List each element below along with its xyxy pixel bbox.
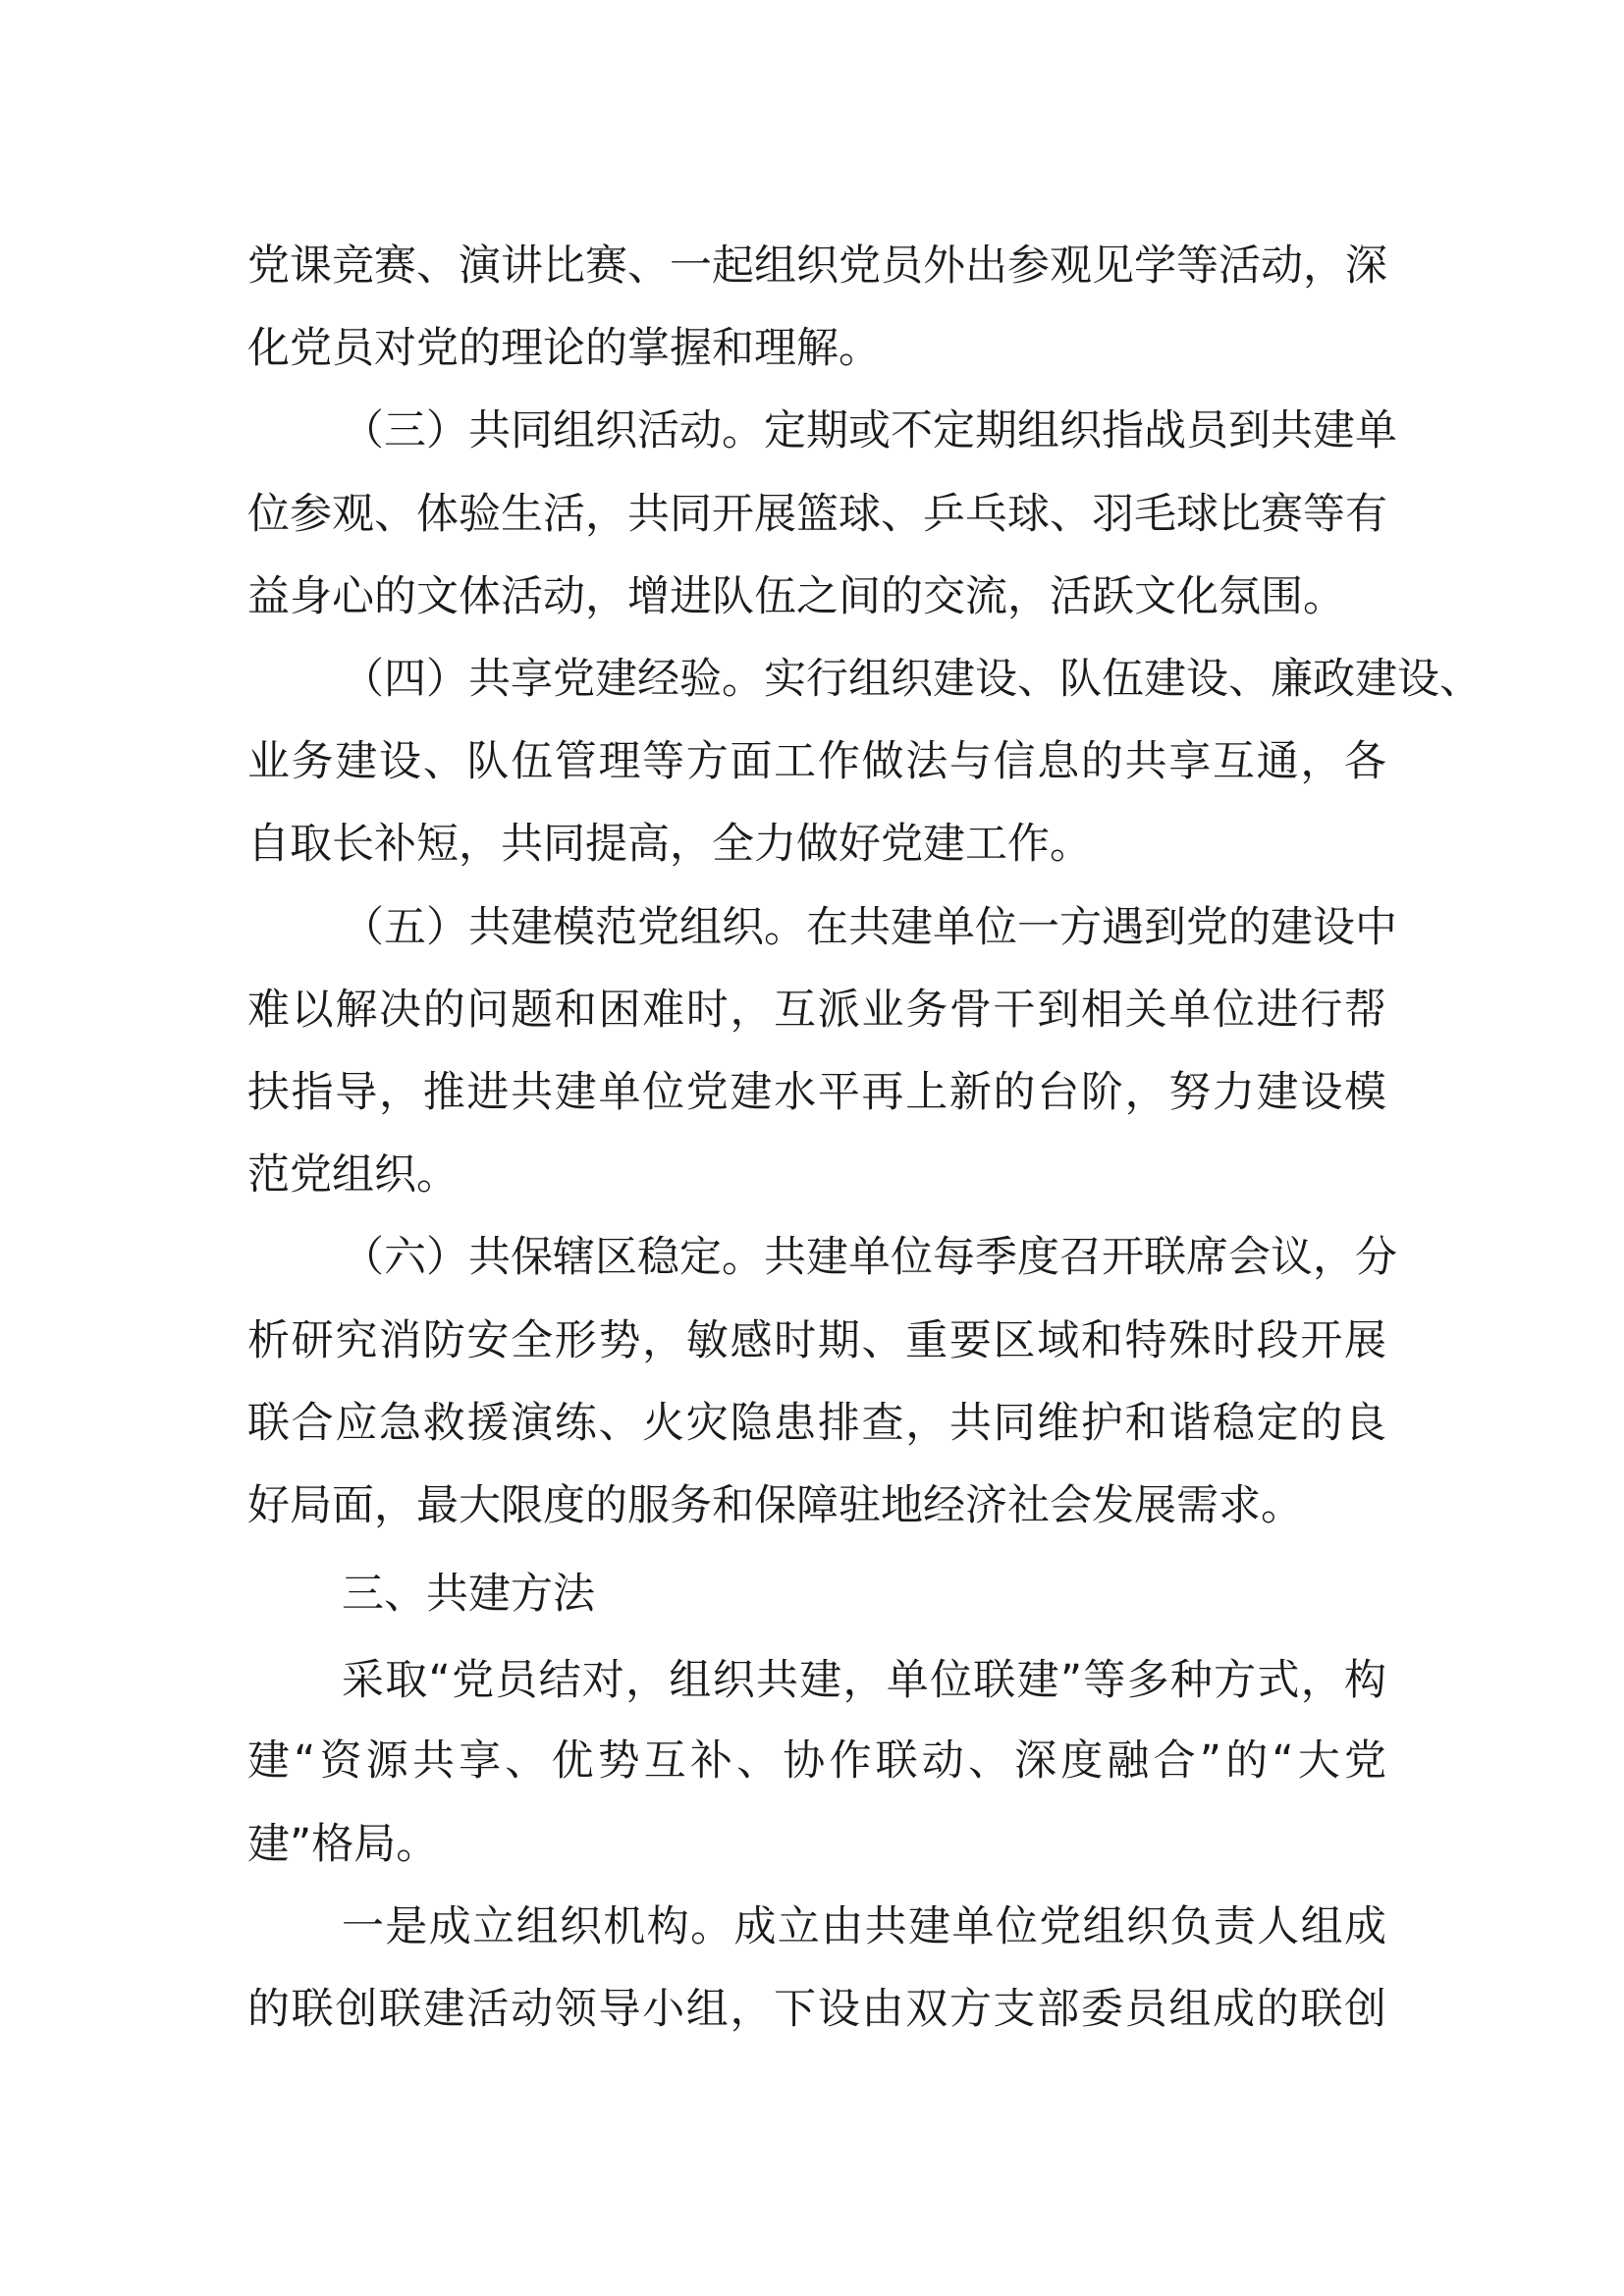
paragraph-line: 的联创联建活动领导小组，下设由双方支部委员组成的联创 <box>247 1985 1386 2034</box>
section-heading: 三、共建方法 <box>342 1570 595 1619</box>
paragraph-line: 联合应急救援演练、火灾隐患排查，共同维护和谐稳定的良 <box>247 1398 1386 1448</box>
paragraph-line: 业务建设、队伍管理等方面工作做法与信息的共享互通，各 <box>247 737 1386 787</box>
paragraph-line: 析研究消防安全形势，敏感时期、重要区域和特殊时段开展 <box>247 1315 1386 1365</box>
paragraph-line: 范党组织。 <box>247 1150 459 1201</box>
paragraph-line: 化党员对党的理论的掌握和理解。 <box>247 324 881 374</box>
paragraph-line: （三）共同组织活动。定期或不定期组织指战员到共建单 <box>342 406 1397 456</box>
paragraph-line: 好局面，最大限度的服务和保障驻地经济社会发展需求。 <box>247 1481 1303 1530</box>
paragraph-line: 难以解决的问题和困难时，互派业务骨干到相关单位进行帮 <box>247 985 1386 1035</box>
paragraph-line: 自取长补短，共同提高，全力做好党建工作。 <box>247 820 1092 870</box>
paragraph-line: 一是成立组织机构。成立由共建单位党组织负责人组成 <box>342 1902 1386 1951</box>
paragraph-line: 位参观、体验生活，共同开展篮球、乒乓球、羽毛球比赛等有 <box>247 489 1387 539</box>
paragraph-line: （五）共建模范党组织。在共建单位一方遇到党的建设中 <box>342 902 1397 952</box>
paragraph-line: 益身心的文体活动，增进队伍之间的交流，活跃文化氛围。 <box>247 571 1345 621</box>
paragraph-line: 党课竞赛、演讲比赛、一起组织党员外出参观见学等活动，深 <box>247 241 1387 291</box>
paragraph-line: 建”格局。 <box>247 1820 439 1869</box>
paragraph-line: 采取“党员结对，组织共建，单位联建”等多种方式，构 <box>342 1656 1386 1705</box>
paragraph-line: （六）共保辖区稳定。共建单位每季度召开联席会议，分 <box>342 1233 1397 1283</box>
paragraph-line: 建“资源共享、优势互补、协作联动、深度融合”的“大党 <box>247 1736 1386 1786</box>
paragraph-line: 扶指导，推进共建单位党建水平再上新的台阶，努力建设模 <box>247 1068 1386 1117</box>
paragraph-line: （四）共享党建经验。实行组织建设、队伍建设、廉政建设、 <box>342 655 1482 704</box>
